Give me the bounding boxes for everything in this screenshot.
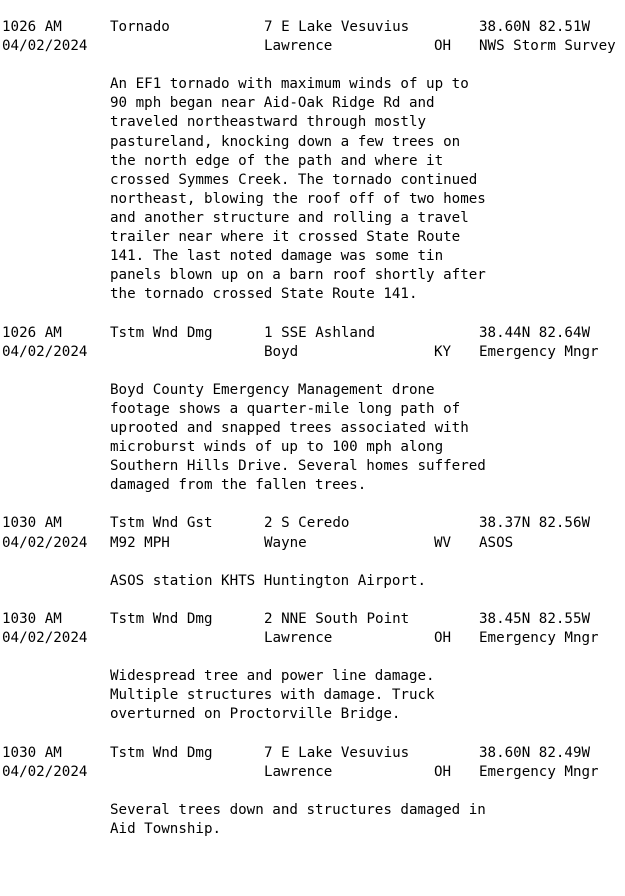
report-remarks [110,75,530,304]
report-latlon: 38.44N 82.64W [479,324,591,341]
report-time: 1030 AM [2,744,62,761]
report-header-line-1 [2,514,625,533]
remark-line: the tornado crossed State Route 141. [110,286,418,303]
report-event-type: Tstm Wnd Gst [110,515,213,532]
report-source: Emergency Mngr [479,343,599,360]
report-location: 7 E Lake Vesuvius [264,19,410,35]
report-state: OH [434,763,452,780]
report-date: 04/02/2024 [2,534,88,551]
report-header-line-2 [2,37,625,56]
remark-line: pastureland, knocking down a few trees on [110,133,461,150]
report-time: 1030 AM [2,610,62,627]
report-source: Emergency Mngr [479,630,599,646]
report-state: KY [434,343,452,360]
report-latlon: 38.45N 82.55W [479,610,591,627]
report-header-line-1 [2,744,625,763]
report-date: 04/02/2024 [2,630,88,646]
remark-line: traveled northeastward through mostly [110,114,427,131]
storm-reports-list [2,18,625,858]
report-header-line-1 [2,18,625,37]
remark-line: Several trees down and structures damaged in [110,801,486,818]
remark-line: 90 mph began near Aid-Oak Ridge Rd and [110,95,435,112]
report-time: 1026 AM [2,19,62,35]
report-time: 1030 AM [2,515,62,532]
report-location: 2 S Ceredo [264,515,350,532]
report-latlon: 38.60N 82.51W [479,19,591,35]
remark-line: northeast, blowing the roof off of two homes [110,190,486,207]
report-state: OH [434,630,452,646]
report-source: ASOS [479,534,514,551]
storm-report [2,324,625,496]
remark-line: Southern Hills Drive. Several homes suffered [110,458,486,475]
storm-report [2,744,625,839]
remark-line: footage shows a quarter-mile long path of [110,400,461,417]
report-header-line-1 [2,610,625,629]
report-header-line-2 [2,629,625,648]
report-source: NWS Storm Survey [479,38,616,55]
report-remarks [110,381,530,496]
report-remarks [110,667,530,724]
report-event-type: Tstm Wnd Dmg [110,610,213,627]
storm-report [2,18,625,304]
report-latlon: 38.60N 82.49W [479,744,591,761]
storm-report [2,514,625,590]
report-county: Lawrence [264,38,333,55]
report-location: 2 NNE South Point [264,610,410,627]
report-latlon: 38.37N 82.56W [479,515,591,532]
remark-line: microburst winds of up to 100 mph along [110,439,444,456]
report-event-type: Tornado [110,19,170,35]
remark-line: damaged from the fallen trees. [110,477,367,494]
remark-line: ASOS station KHTS Huntington Airport. [110,572,427,589]
remark-line: the north edge of the path and where it [110,152,444,169]
storm-report [2,610,625,725]
remark-line: Widespread tree and power line damage. [110,668,435,685]
report-location: 1 SSE Ashland [264,324,376,341]
remark-line: Aid Township. [110,820,222,837]
remark-line: trailer near where it crossed State Route [110,229,461,246]
report-event-type: Tstm Wnd Dmg [110,324,213,341]
remark-line: uprooted and snapped trees associated with [110,419,469,436]
report-county: Boyd [264,343,299,360]
report-header-line-2 [2,763,625,782]
report-header-line-2 [2,534,625,553]
report-time: 1026 AM [2,324,62,341]
report-remarks [110,572,530,591]
remark-line: Multiple structures with damage. Truck [110,687,435,704]
report-county: Lawrence [264,630,333,646]
report-remarks [110,801,530,839]
report-state: OH [434,38,452,55]
report-date: 04/02/2024 [2,763,88,780]
report-date: 04/02/2024 [2,343,88,360]
report-magnitude: M92 MPH [110,534,170,551]
remark-line: An EF1 tornado with maximum winds of up to [110,76,469,93]
remark-line: Boyd County Emergency Management drone [110,381,435,398]
report-header-line-2 [2,343,625,362]
remark-line: overturned on Proctorville Bridge. [110,706,401,723]
remark-line: and another structure and rolling a travel [110,209,469,226]
report-county: Wayne [264,534,307,551]
report-county: Lawrence [264,763,333,780]
report-date: 04/02/2024 [2,38,88,55]
remark-line: 141. The last noted damage was some tin [110,248,444,265]
report-state: WV [434,534,452,551]
report-event-type: Tstm Wnd Dmg [110,744,213,761]
report-location: 7 E Lake Vesuvius [264,744,410,761]
remark-line: crossed Symmes Creek. The tornado continued [110,171,478,188]
remark-line: panels blown up on a barn roof shortly after [110,267,486,284]
report-header-line-1 [2,324,625,343]
report-source: Emergency Mngr [479,763,599,780]
